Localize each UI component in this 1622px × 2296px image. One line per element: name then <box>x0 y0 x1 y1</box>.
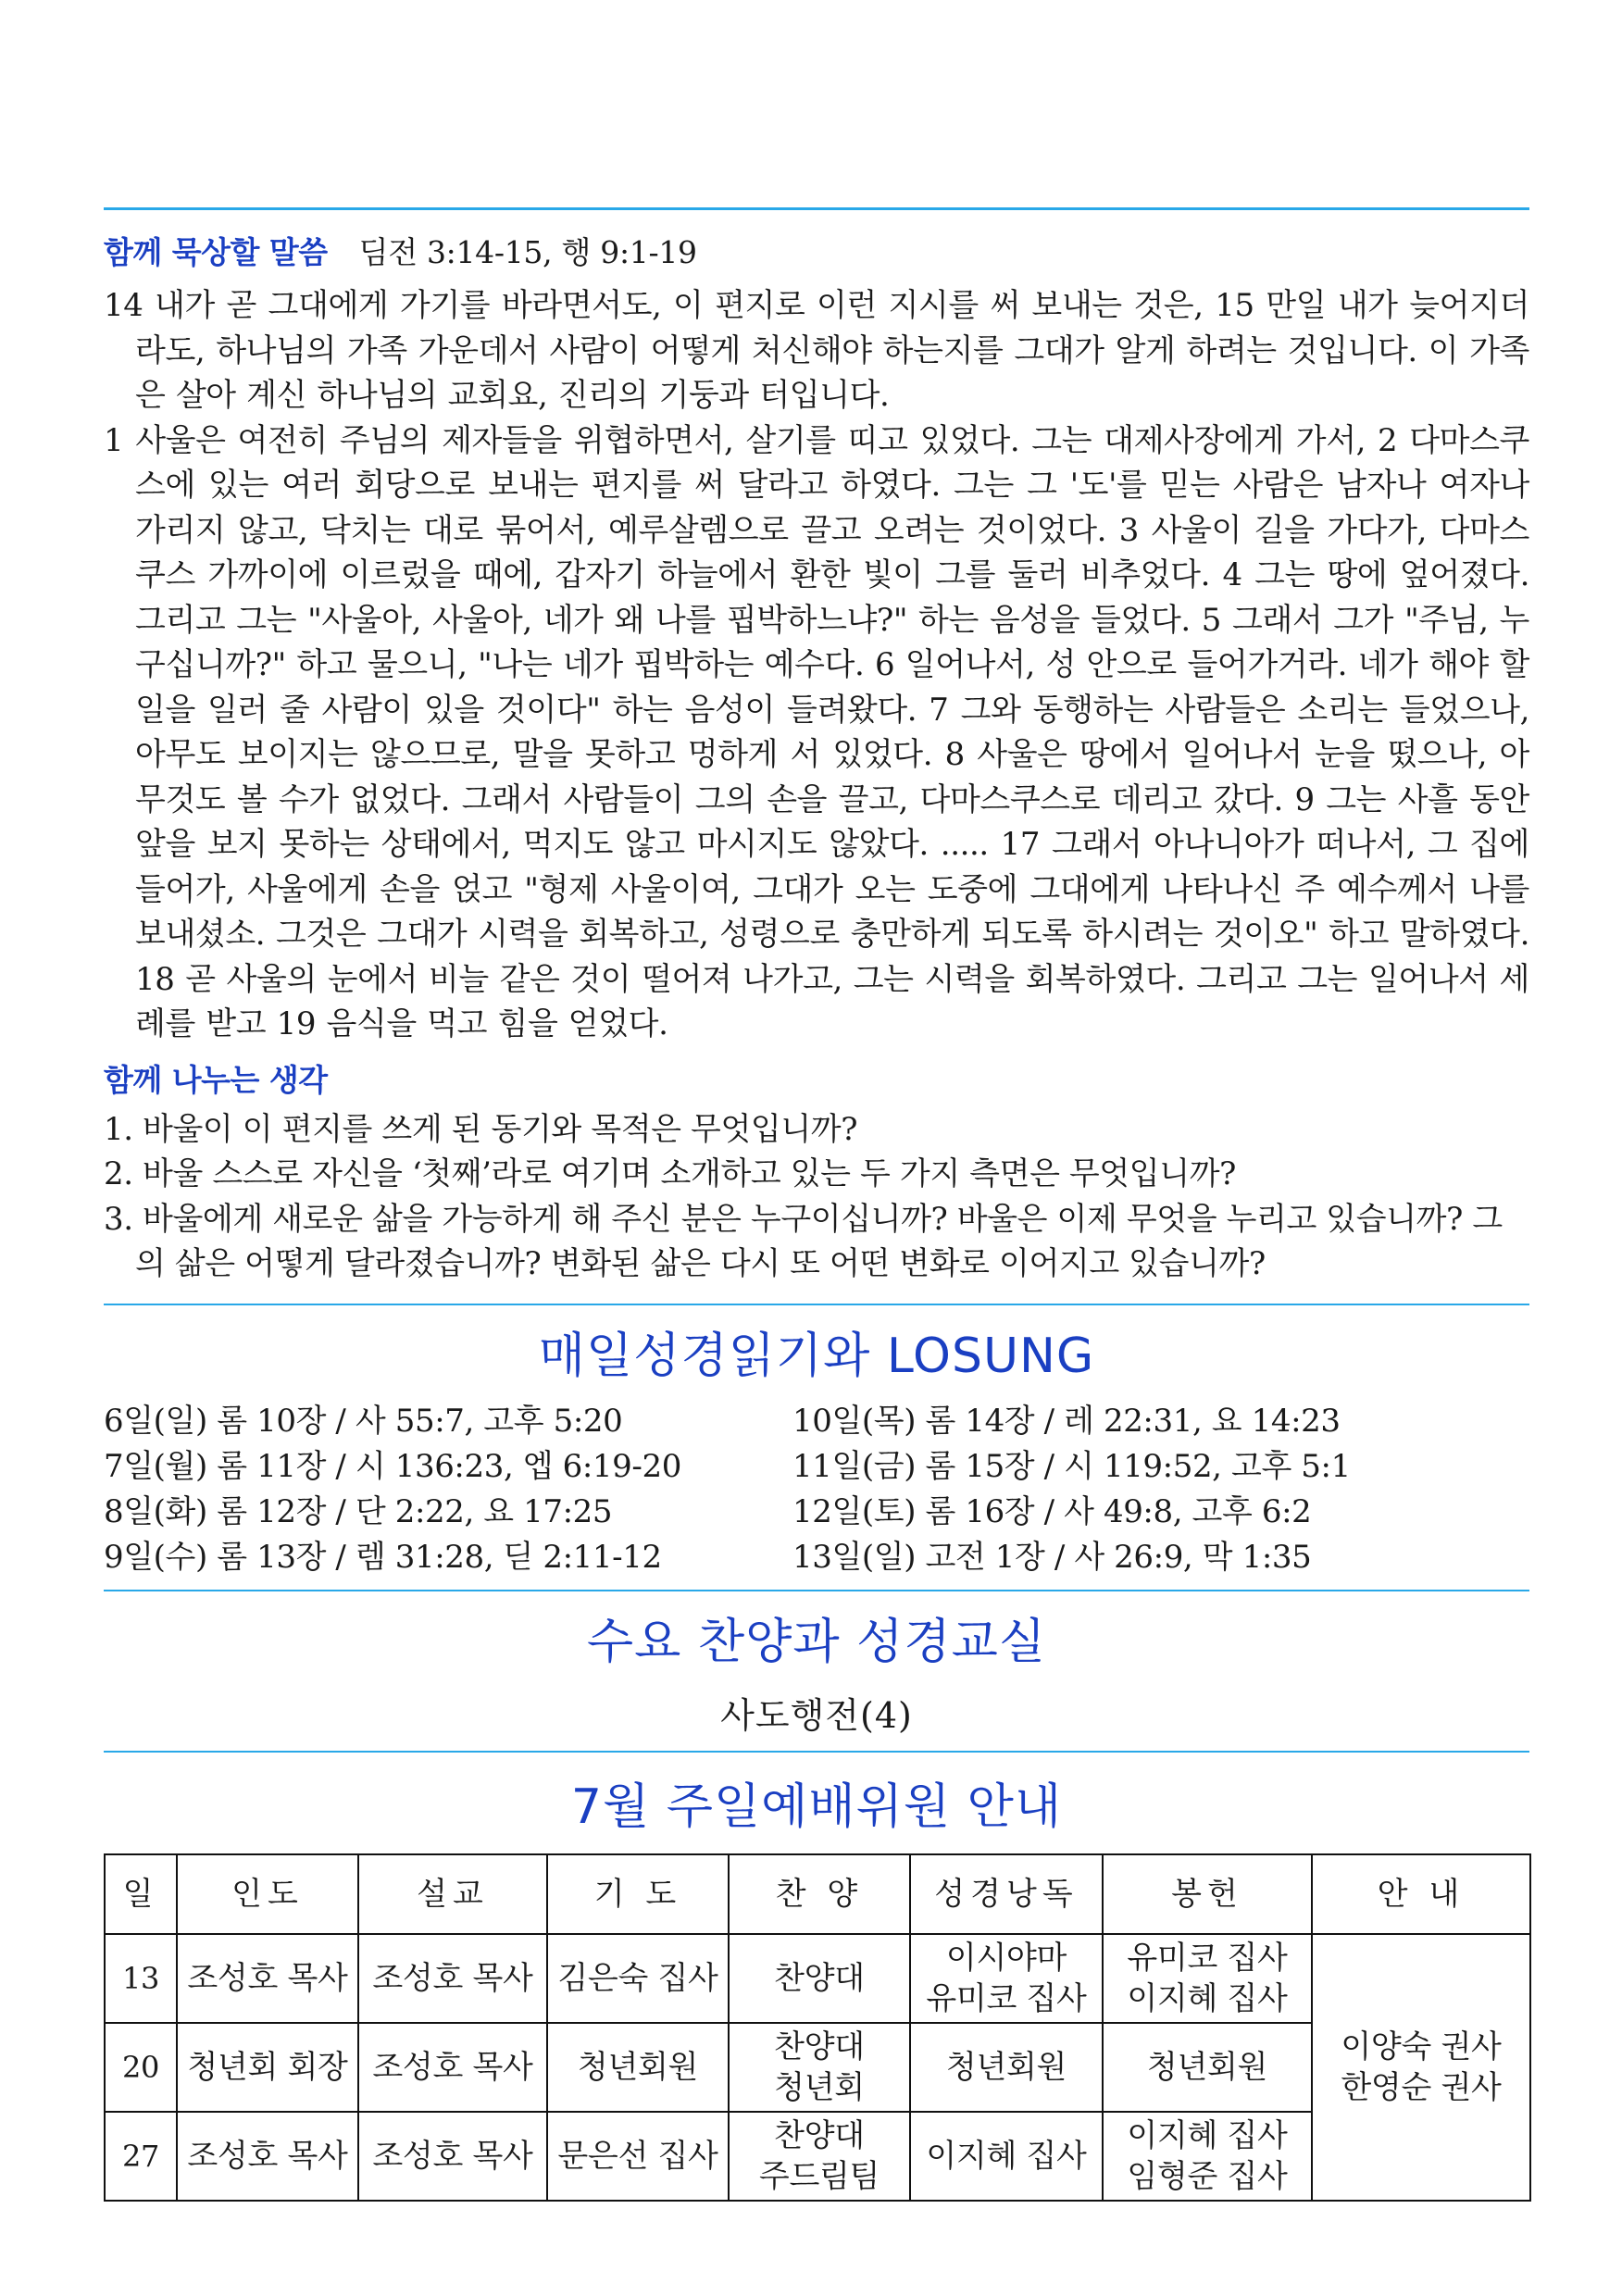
column-header: 기 도 <box>547 1854 729 1934</box>
question-item: 3. 바울에게 새로운 삶을 가능하게 해 주신 분은 누구이십니까? 바울은 이제 무엇을 누리고 있습니까? 그의 삶은 어떻게 달라졌습니까? 변화된 삶은 다시 또 어떤 변화로 이어지고 있습니까? <box>104 1200 1503 1282</box>
question-list <box>104 1107 1529 1287</box>
reading-item: 12일(토) 롬 16장 / 사 49:8, 고후 6:2 <box>792 1492 1312 1530</box>
column-header: 설교 <box>358 1854 547 1934</box>
reading-line: 이지혜 집사 <box>926 2137 1087 2175</box>
praise-line: 찬양대 <box>774 1959 865 1997</box>
offering-cell <box>1103 1934 1312 2023</box>
reading-line: 유미코 집사 <box>926 1979 1087 2017</box>
column-header: 찬 양 <box>729 1854 910 1934</box>
reading-item: 11일(금) 롬 15장 / 시 119:52, 고후 5:1 <box>792 1447 1351 1485</box>
reading-item: 8일(화) 롬 12장 / 단 2:22, 요 17:25 <box>104 1492 613 1530</box>
lead-cell: 조성호 목사 <box>177 2112 358 2201</box>
question-item: 2. 바울 스스로 자신을 ‘첫째’라로 여기며 소개하고 있는 두 가지 측면은 무엇입니까? <box>104 1155 1236 1192</box>
reading-cell <box>910 2112 1103 2201</box>
prayer-cell: 청년회원 <box>547 2023 729 2112</box>
offering-line: 유미코 집사 <box>1127 1939 1288 1977</box>
wednesday-class-subtitle: 사도행전(4) <box>720 1694 913 1736</box>
thoughts-heading: 함께 나누는 생각 <box>104 1061 328 1098</box>
reading-item: 7일(월) 롬 11장 / 시 136:23, 엡 6:19-20 <box>104 1447 681 1485</box>
verse-paragraph: 14 내가 곧 그대에게 가기를 바라면서도, 이 편지로 이런 지시를 써 보내는 것은, 15 만일 내가 늦어지더라도, 하나님의 가족 가운데서 사람이 어떻게 처신해야 하는지를 그대가 알게 하려는 것입니다. 이 가족은 살아 계신 하나님의 교회요, 진리의 기둥과 터입니다. <box>104 287 1529 414</box>
offering-line: 이지혜 집사 <box>1127 1979 1288 2017</box>
reading-cell <box>910 1934 1103 2023</box>
praise-cell <box>729 2023 910 2112</box>
divider <box>104 1590 1529 1591</box>
reading-line: 청년회원 <box>945 2048 1067 2086</box>
wednesday-class-title: 수요 찬양과 성경교실 <box>586 1614 1047 1670</box>
meditation-heading: 함께 묵상할 말씀 <box>104 234 328 270</box>
sermon-cell: 조성호 목사 <box>358 2023 547 2112</box>
reading-item: 13일(일) 고전 1장 / 사 26:9, 막 1:35 <box>792 1538 1312 1576</box>
prayer-cell: 김은숙 집사 <box>547 1934 729 2023</box>
praise-cell <box>729 1934 910 2023</box>
praise-line: 찬양대 <box>774 2116 865 2154</box>
day-cell: 13 <box>105 1934 177 2023</box>
lead-cell: 청년회 회장 <box>177 2023 358 2112</box>
praise-cell <box>729 2112 910 2201</box>
column-header: 일 <box>105 1854 177 1934</box>
reading-item: 10일(목) 롬 14장 / 레 22:31, 요 14:23 <box>792 1402 1341 1440</box>
daily-reading-schedule <box>104 1399 1529 1580</box>
praise-line: 찬양대 <box>774 2028 865 2065</box>
guide-line: 한영순 권사 <box>1341 2068 1502 2106</box>
top-divider <box>104 207 1529 210</box>
scripture-reference: 딤전 3:14-15, 행 9:1-19 <box>358 234 697 270</box>
guide-cell <box>1312 1934 1530 2201</box>
praise-line: 주드림팀 <box>758 2157 880 2195</box>
divider <box>104 1751 1529 1753</box>
scripture-passage <box>104 283 1529 1047</box>
offering-line: 임형준 집사 <box>1127 2157 1288 2195</box>
sermon-cell: 조성호 목사 <box>358 1934 547 2023</box>
reading-line: 이시야마 <box>945 1939 1067 1977</box>
offering-cell <box>1103 2023 1312 2112</box>
question-item: 1. 바울이 이 편지를 쓰게 된 동기와 목적은 무엇입니까? <box>104 1110 858 1148</box>
offering-line: 청년회원 <box>1146 2048 1268 2086</box>
reading-item: 6일(일) 롬 10장 / 사 55:7, 고후 5:20 <box>104 1402 623 1440</box>
daily-reading-title: 매일성경읽기와 LOSUNG <box>538 1328 1095 1384</box>
table-row <box>105 1934 1530 2023</box>
prayer-cell: 문은선 집사 <box>547 2112 729 2201</box>
column-header: 인도 <box>177 1854 358 1934</box>
divider <box>104 1304 1529 1305</box>
meditation-header <box>104 229 1529 272</box>
sermon-cell: 조성호 목사 <box>358 2112 547 2201</box>
bulletin-page <box>104 207 1529 2202</box>
offering-line: 이지혜 집사 <box>1127 2116 1288 2154</box>
offering-cell <box>1103 2112 1312 2201</box>
verse-paragraph: 1 사울은 여전히 주님의 제자들을 위협하면서, 살기를 띠고 있었다. 그는 대제사장에게 가서, 2 다마스쿠스에 있는 여러 회당으로 보내는 편지를 써 달라고 하였다. 그는 그 '도'를 믿는 사람은 남자나 여자나 가리지 않고, 닥치는 대로 묶어서, 예루살렘으로 끌고 오려는 것이었다. 3 사울이 길을 가다가, 다마스쿠스 가까이에 이르렀을 때에, 갑자기 하늘에서 환한 빛이 그를 둘러 비추었다. 4 그는 땅에 엎어졌다. 그리고 그는 "사울아, 사울아, 네가 왜 나를 핍박하느냐?" 하는 음성을 들었다. 5 그래서 그가 "주님, 누구십니까?" 하고 물으니, "나는 네가 핍박하는 예수다. 6 일어나서, 성 안으로 들어가거라. 네가 해야 할 일을 일러 줄 사람이 있을 것이다" 하는 음성이 들려왔다. 7 그와 동행하는 사람들은 소리는 들었으나, 아무도 보이지는 않으므로, 말을 못하고 멍하게 서 있었다. 8 사울은 땅에서 일어나서 눈을 떴으나, 아무것도 볼 수가 없었다. 그래서 사람들이 그의 손을 끌고, 다마스쿠스로 데리고 갔다. 9 그는 사흘 동안 앞을 보지 못하는 상태에서, 먹지도 않고 마시지도 않았다. ..... 17 그래서 아나니아가 떠나서, 그 집에 들어가, 사울에게 손을 얹고 "형제 사울이여, 그대가 오는 도중에 그대에게 나타나신 주 예수께서 나를 보내셨소. 그것은 그대가 시력을 회복하고, 성령으로 충만하게 되도록 하시려는 것이오" 하고 말하였다. 18 곧 사울의 눈에서 비늘 같은 것이 떨어져 나가고, 그는 시력을 회복하였다. 그리고 그는 일어나서 세례를 받고 19 음식을 먹고 힘을 얻었다. <box>104 421 1529 1042</box>
day-cell: 20 <box>105 2023 177 2112</box>
column-header: 성경낭독 <box>910 1854 1103 1934</box>
praise-line: 청년회 <box>774 2068 865 2106</box>
duty-roster-title: 7월 주일예배위원 안내 <box>570 1778 1063 1835</box>
reading-item: 9일(수) 롬 13장 / 렘 31:28, 딛 2:11-12 <box>104 1538 662 1576</box>
column-header: 봉헌 <box>1103 1854 1312 1934</box>
day-cell: 27 <box>105 2112 177 2201</box>
guide-line: 이양숙 권사 <box>1341 2028 1502 2065</box>
table-header-row <box>105 1854 1530 1934</box>
reading-cell <box>910 2023 1103 2112</box>
column-header: 안 내 <box>1312 1854 1530 1934</box>
duty-roster-table <box>104 1853 1531 2202</box>
lead-cell: 조성호 목사 <box>177 1934 358 2023</box>
